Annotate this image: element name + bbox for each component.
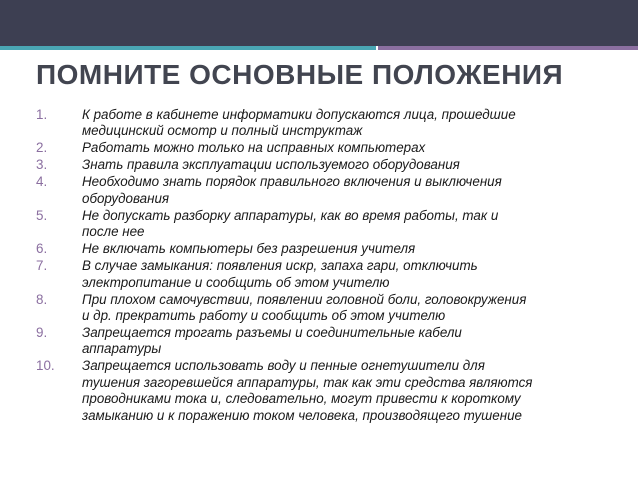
list-item — [36, 157, 606, 173]
slide-title: ПОМНИТЕ ОСНОВНЫЕ ПОЛОЖЕНИЯ — [36, 59, 564, 90]
header-bar — [0, 0, 638, 46]
list-item — [36, 140, 606, 156]
list-item-number: 6. — [36, 241, 48, 257]
rules-list — [36, 107, 606, 425]
list-item — [36, 107, 606, 140]
list-item-text: Необходимо знать порядок правильного включения и выключения оборудования — [82, 174, 502, 206]
list-item-number: 5. — [36, 207, 48, 223]
list-item-text: Работать можно только на исправных компьютерах — [82, 140, 426, 156]
list-item-number: 4. — [36, 174, 48, 190]
list-item-text: Не допускать разборку аппаратуры, как во время работы, так и после нее — [82, 207, 499, 240]
list-item — [36, 241, 606, 257]
list-item-number: 10. — [36, 358, 55, 374]
accent-stripe-teal — [0, 46, 376, 50]
list-item-number: 1. — [36, 107, 48, 122]
list-item-number: 3. — [36, 157, 48, 173]
accent-stripe-purple — [378, 46, 638, 50]
list-item-text: При плохом самочувствии, появлении головной боли, головокружения и др. прекратить работу и сообщить об этом учителю — [82, 291, 527, 324]
list-item-number: 7. — [36, 258, 48, 274]
list-item-text: Запрещается трогать разъемы и соединительные кабели аппаратуры — [82, 325, 462, 357]
list-item-number: 2. — [36, 140, 48, 156]
list-item-text: Знать правила эксплуатации используемого оборудования — [82, 157, 460, 173]
list-item-text: К работе в кабинете информатики допускаются лица, прошедшие медицинский осмотр и полный инструктаж — [82, 107, 516, 139]
list-item-text: В случае замыкания: появления искр, запаха гари, отключить электропитание и сообщить об этом учителю — [82, 258, 478, 290]
list-item — [36, 174, 606, 207]
list-item — [36, 258, 606, 291]
list-item — [36, 208, 606, 241]
list-item-text: Не включать компьютеры без разрешения учителя — [82, 241, 416, 257]
list-item — [36, 325, 606, 358]
list-item — [36, 292, 606, 325]
list-item-text: Запрещается использовать воду и пенные огнетушители для тушения загоревшейся аппаратуры, так как эти средства являются проводниками тока и, следовательно, могут привести к короткому замыканию и к поражению током человека, производящего тушение — [82, 358, 533, 423]
list-item — [36, 358, 606, 424]
list-item-number: 8. — [36, 291, 48, 307]
list-item-number: 9. — [36, 325, 48, 341]
